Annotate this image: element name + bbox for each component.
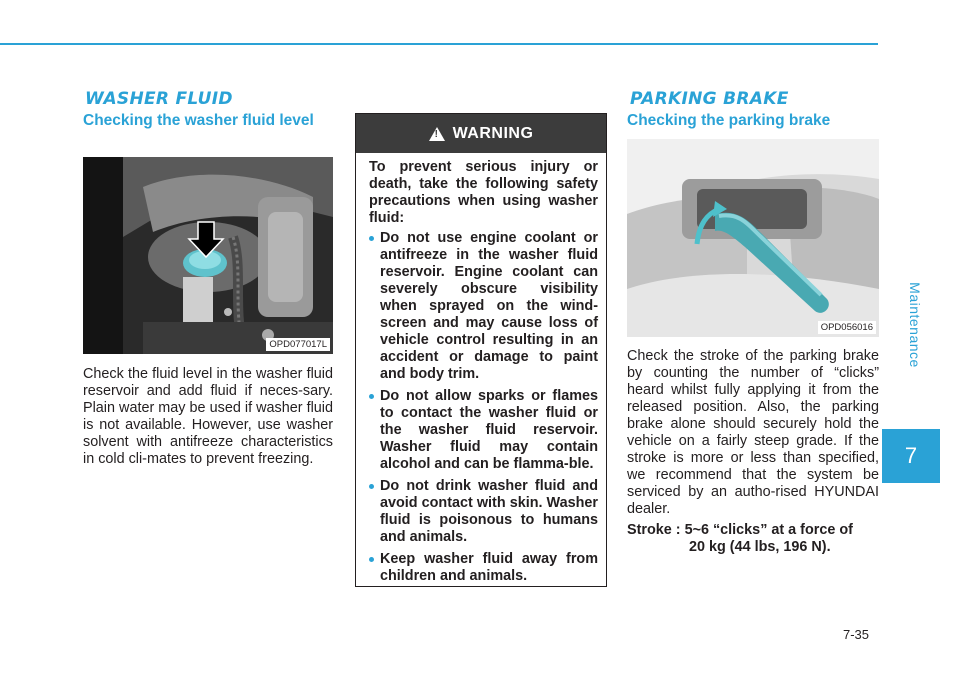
stroke-spec (627, 522, 879, 556)
list-item (369, 551, 598, 585)
washer-reservoir-figure (83, 157, 333, 354)
stroke-spec-line-2: 20 kg (44 lbs, 196 N). (689, 539, 831, 555)
washer-fluid-title: WASHER FLUID (85, 89, 233, 109)
warning-header (356, 114, 606, 153)
list-item (369, 230, 598, 383)
warning-triangle-icon (429, 127, 445, 141)
bullet-icon (369, 236, 374, 241)
warning-item-text: Do not drink washer fluid and avoid contact with skin. Washer fluid is poisonous to humans and animals. (380, 478, 598, 545)
warning-body (356, 153, 606, 585)
warning-box (355, 113, 607, 587)
warning-item-text: Keep washer fluid away from children and animals. (380, 551, 598, 584)
figure-code: OPD077017L (266, 338, 330, 351)
side-chapter-label (892, 250, 938, 400)
chapter-name: Maintenance (907, 282, 924, 368)
top-rule (0, 43, 878, 45)
chapter-tab (882, 429, 940, 483)
parking-brake-body: Check the stroke of the parking brake by counting the number of “clicks” heard whilst fully applying it from the released position. Also, the parking brake alone should securely hold the vehicle on a fairly steep grade. If the stroke is more or less than specified, we recommend that the system be serviced by an autho-rised HYUNDAI dealer. (627, 348, 879, 517)
bullet-icon (369, 394, 374, 399)
warning-list (369, 230, 598, 585)
warning-item-text: Do not use engine coolant or antifreeze in the washer fluid reservoir. Engine coolant can severely obscure visibility when sprayed on the wind-screen and may cause loss of vehicle control resulting in an accident or damage to paint and body trim. (380, 230, 598, 382)
parking-brake-subtitle: Checking the parking brake (627, 112, 831, 129)
warning-item-text: Do not allow sparks or flames to contact the washer fluid or the washer fluid reservoir. Washer fluid may contain alcohol and can be flamma-ble. (380, 388, 598, 472)
bullet-icon (369, 557, 374, 562)
list-item (369, 478, 598, 546)
parking-brake-figure (627, 139, 879, 337)
bullet-icon (369, 484, 374, 489)
washer-fluid-body: Check the fluid level in the washer fluid reservoir and add fluid if neces-sary. Plain water may be used if washer fluid is not available. However, use washer solvent with antifreeze characteristics in cold cli-mates to prevent freezing. (83, 366, 333, 467)
figure-code: OPD056016 (818, 321, 876, 334)
list-item (369, 388, 598, 473)
parking-brake-illustration (627, 139, 879, 337)
page-number: 7-35 (843, 627, 870, 642)
warning-intro: To prevent serious injury or death, take the following safety precautions when using washer fluid: (369, 159, 598, 226)
parking-brake-title: PARKING BRAKE (630, 89, 789, 109)
chapter-number: 7 (904, 443, 918, 468)
warning-heading: WARNING (452, 124, 534, 142)
stroke-spec-line-1: Stroke : 5~6 “clicks” at a force of (627, 522, 853, 538)
washer-fluid-subtitle: Checking the washer fluid level (83, 112, 314, 129)
washer-reservoir-illustration (83, 157, 333, 354)
